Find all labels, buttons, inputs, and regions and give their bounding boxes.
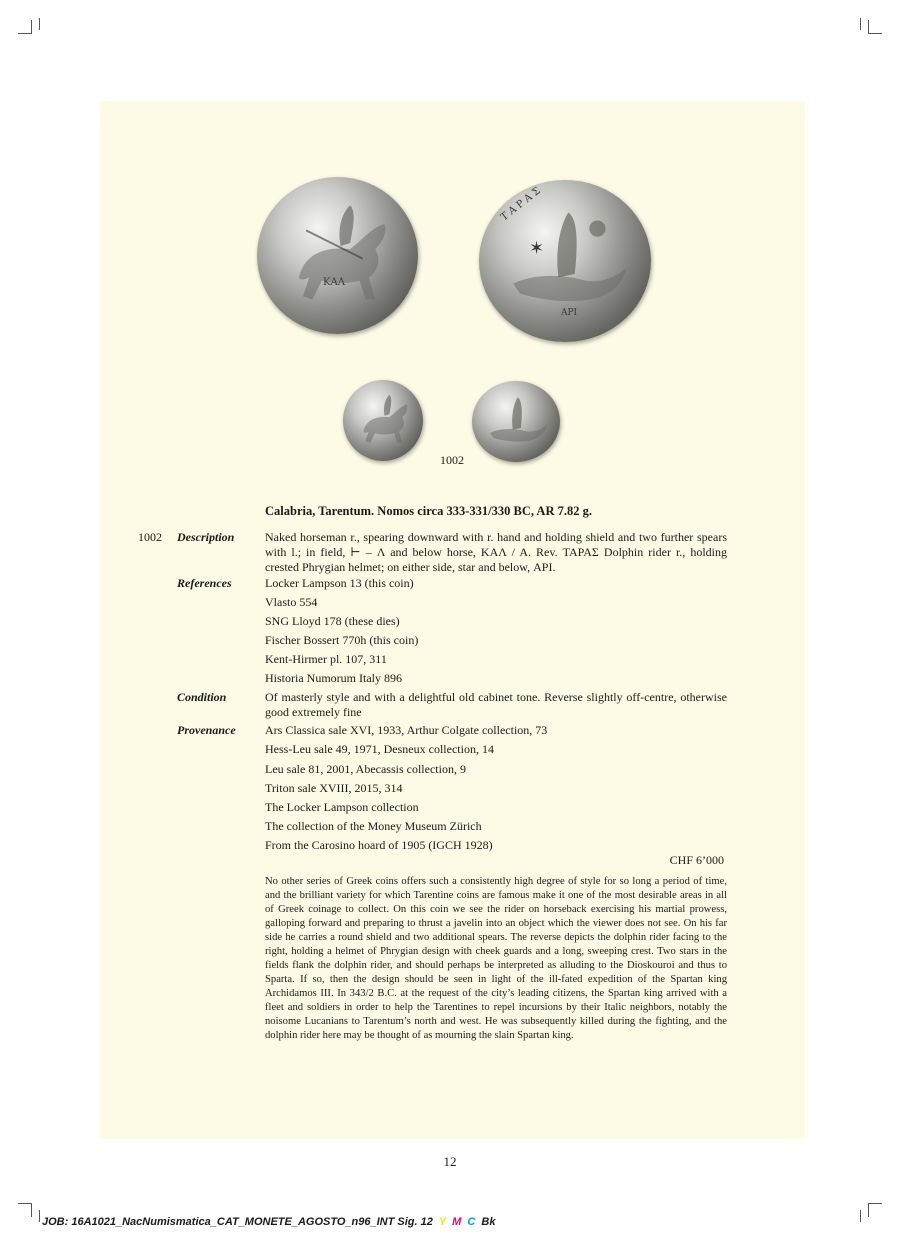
color-bar-cyan: C: [467, 1216, 476, 1228]
horseman-relief-small-icon: [343, 380, 423, 461]
reference-item: Historia Numorum Italy 896: [265, 671, 402, 685]
coin-image-label: 1002: [440, 453, 464, 467]
provenance-item: The Locker Lampson collection: [265, 800, 419, 814]
coin-obverse-large: [257, 177, 418, 334]
reverse-legend-bottom: ΑΡΙ: [561, 308, 578, 318]
provenance-heading: Provenance: [177, 723, 236, 737]
dolphin-rider-relief-small-icon: [472, 381, 560, 462]
provenance-item: From the Carosino hoard of 1905 (IGCH 1928): [265, 838, 493, 852]
provenance-item: Leu sale 81, 2001, Abecassis collection, 9: [265, 762, 466, 776]
provenance-item: Triton sale XVIII, 2015, 314: [265, 781, 403, 795]
reference-item: SNG Lloyd 178 (these dies): [265, 614, 400, 628]
lot-essay: No other series of Greek coins offers such a consistently high degree of style for so long a period of time, and the brilliant variety for which Tarentine coins are famous make it one of the most desirable areas in all of Greek coinage to collect. On this coin we see the rider on horseback exercising his martial prowess, galloping forward and preparing to thrust a javelin into an object which the viewer does not see. On his far side he carries a round shield and two additional spears. The reverse depicts the dolphin rider facing to the right, holding a helmet of Phrygian design with cheek guards and a long, sweeping crest. Two stars in the fields flank the dolphin rider, and should perhaps be interpreted as alluding to the Dioskouroi and thus to Sparta. If so, then the design should be seen in light of the ill-fated expedition of the Spartan king Archidamos III. In 343/2 B.C. at the request of the city’s leading citizens, the Spartan king arrived with a fleet and soldiers in order to help the Tarentines to repel incursions by their Italic neighbors, notably the noisome Lucanians to Tarentum’s north and west. He was subsequently killed during the fighting, and the dolphin rider here may be thought of as mourning the slain Spartan king.: [265, 876, 727, 1041]
coin-obverse-small: [343, 380, 423, 461]
reverse-legend-top: ΤΑΡΑΣ: [498, 183, 546, 224]
condition-heading: Condition: [177, 690, 227, 704]
reference-item: Locker Lampson 13 (this coin): [265, 576, 414, 590]
provenance-item: Ars Classica sale XVI, 1933, Arthur Colgate collection, 73: [265, 723, 548, 737]
reference-item: Vlasto 554: [265, 595, 318, 609]
reference-item: Fischer Bossert 770h (this coin): [265, 633, 419, 647]
lot-title: Calabria, Tarentum. Nomos circa 333-331/330 BC, AR 7.82 g.: [265, 504, 592, 518]
references-heading: References: [177, 576, 232, 590]
provenance-item: Hess-Leu sale 49, 1971, Desneux collection, 14: [265, 742, 494, 756]
lot-number: 1002: [138, 530, 162, 544]
star-icon: ✶: [529, 238, 545, 258]
page-number: 12: [443, 1154, 457, 1169]
price-estimate: CHF 6’000: [669, 853, 724, 867]
description-heading: Description: [177, 530, 235, 544]
coin-reverse-large: [479, 180, 651, 342]
coin-reverse-small: [472, 381, 560, 462]
horseman-relief-icon: [257, 177, 418, 334]
color-bar-black: Bk: [481, 1216, 496, 1228]
reference-item: Kent-Hirmer pl. 107, 311: [265, 652, 387, 666]
print-slug-text: JOB: 16A1021_NacNumismatica_CAT_MONETE_AGOSTO_n96_INT Sig. 12: [42, 1216, 433, 1228]
color-bar-yellow: Y: [438, 1216, 447, 1228]
print-slug: [42, 1216, 495, 1228]
color-bar-magenta: M: [452, 1216, 462, 1228]
provenance-item: The collection of the Money Museum Zürich: [265, 819, 482, 833]
obverse-legend: ΚΑΛ: [323, 277, 345, 288]
description-text: Naked horseman r., spearing downward with r. hand and holding shield and two further spears with l.; in field, ⊢ – Λ and below horse, ΚΑΛ / Α. Rev. ΤΑΡΑΣ Dolphin rider r., holding crested Phrygian helmet; on either side, star and below, ΑΡΙ.: [265, 530, 727, 574]
condition-text: Of masterly style and with a delightful old cabinet tone. Reverse slightly off-centre, otherwise good extremely fine: [265, 690, 727, 719]
